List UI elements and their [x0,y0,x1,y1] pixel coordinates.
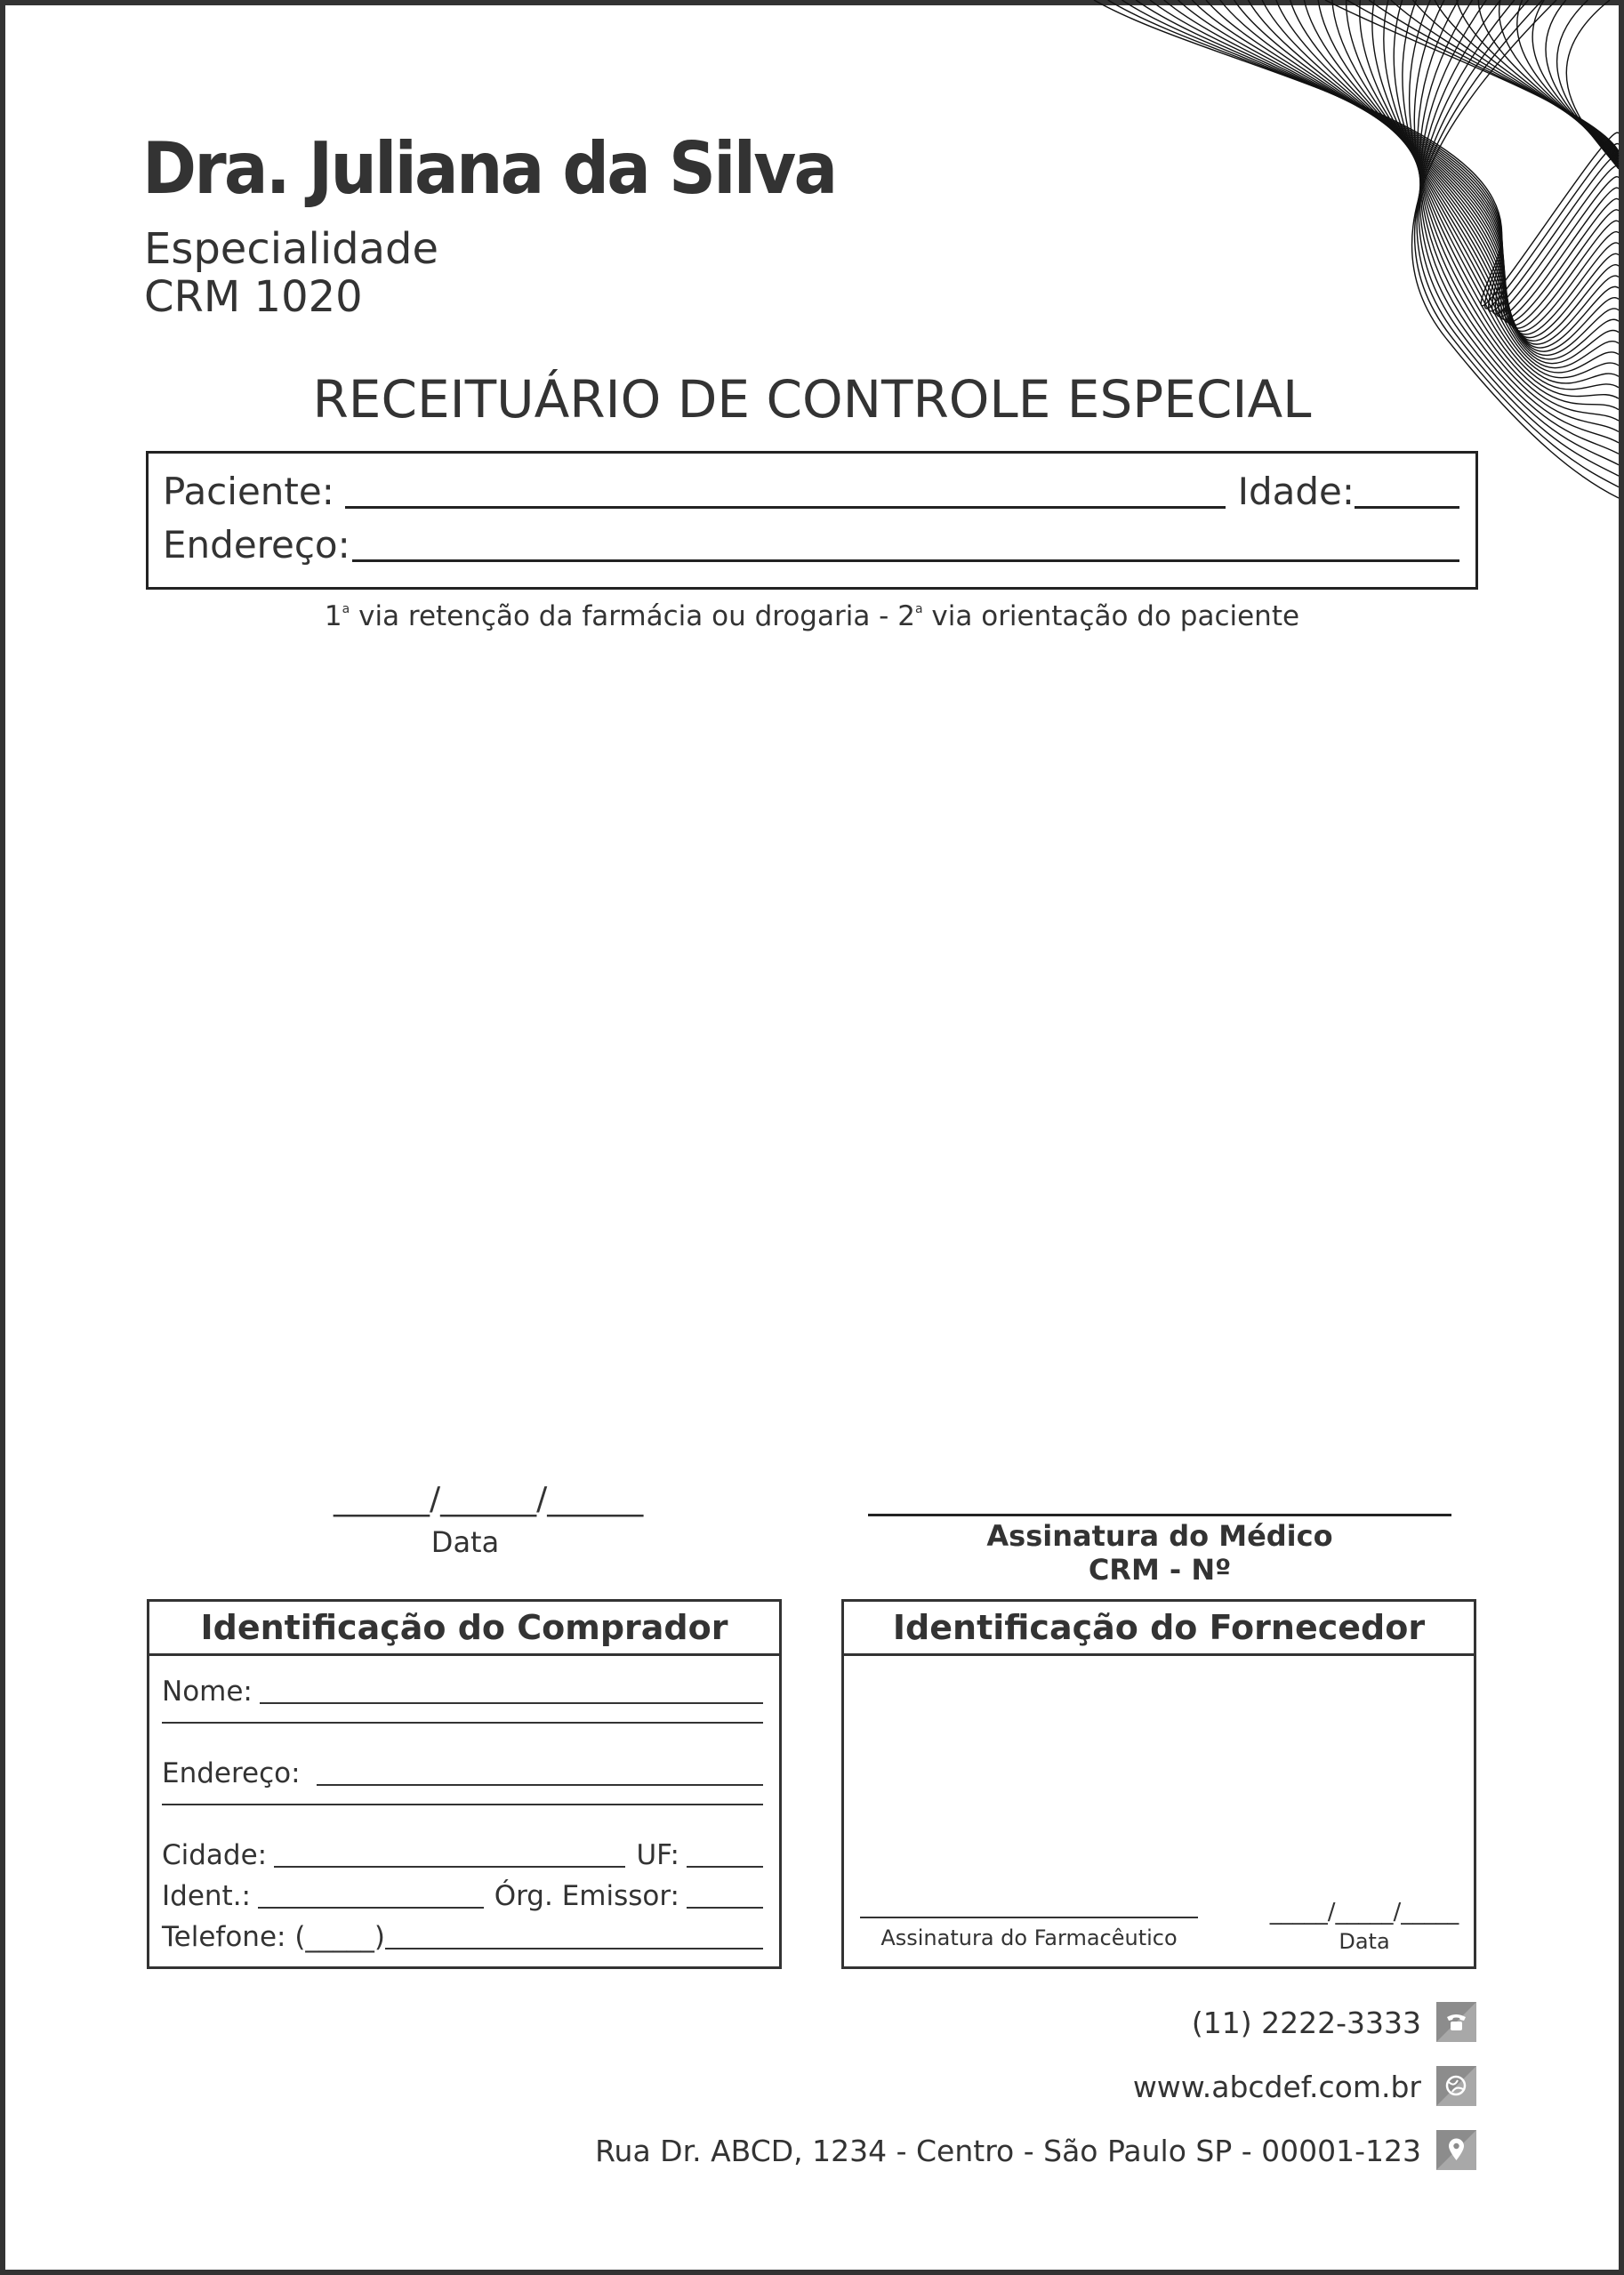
patient-name-field[interactable] [345,504,1226,509]
prescription-date-field[interactable]: ______/______/______ [334,1481,644,1517]
buyer-phone-field[interactable] [385,1947,763,1949]
doctor-specialty: Especialidade [144,224,439,274]
doctor-signature-label [868,1519,1451,1587]
globe-icon [1436,2066,1476,2106]
buyer-address-field[interactable] [317,1783,763,1786]
patient-label: Paciente: [163,470,334,513]
pharmacist-signature-label[interactable]: Assinatura do Farmacêutico [860,1917,1198,1949]
buyer-address-label: Endereço: [162,1757,301,1789]
buyer-ident-label: Ident.: [162,1880,251,1912]
age-label: Idade: [1237,470,1355,513]
patient-info-box [146,451,1478,590]
doctor-signature-line[interactable] [868,1514,1451,1516]
first-copy-text: via retenção da farmácia ou drogaria - [350,600,898,632]
buyer-city-row [162,1839,763,1871]
patient-address-field[interactable] [352,558,1459,562]
signature-label: Assinatura do Médico [986,1519,1333,1553]
buyer-ident-row [162,1880,763,1912]
buyer-issuer-field[interactable] [687,1906,763,1909]
buyer-phone-row [162,1921,763,1953]
supplier-date-label: Data [1339,1929,1390,1954]
doctor-crm: CRM 1020 [144,272,363,322]
address-label: Endereço: [163,523,350,567]
buyer-name-label: Nome: [162,1676,253,1708]
patient-row [163,470,1459,513]
second-copy-text: via orientação do paciente [922,600,1300,632]
document-title: RECEITUÁRIO DE CONTROLE ESPECIAL [312,369,1312,430]
supplier-date-field[interactable]: _____/_____/_____ [1269,1899,1459,1925]
buyer-address-row-2 [162,1803,763,1807]
doctor-name: Dra. Juliana da Silva [142,127,836,210]
contact-phone: (11) 2222-3333 [1191,2006,1421,2040]
buyer-phone-label: Telefone: (_____) [162,1921,386,1953]
patient-age-field[interactable] [1355,504,1459,509]
contact-address: Rua Dr. ABCD, 1234 - Centro - São Paulo SP - 00001-123 [595,2134,1421,2168]
buyer-uf-field[interactable] [687,1865,763,1868]
first-copy-number: 1 [324,600,342,632]
address-row [163,523,1459,567]
buyer-name-row-2 [162,1721,763,1725]
first-copy-ordinal: a [342,602,350,616]
buyer-name-field-continued[interactable] [162,1721,763,1724]
buyer-city-label: Cidade: [162,1839,268,1871]
buyer-city-field[interactable] [274,1865,625,1868]
copy-instructions [0,600,1624,632]
buyer-uf-label: UF: [636,1839,679,1871]
contact-website[interactable]: www.abcdef.com.br [1132,2070,1421,2104]
phone-icon [1436,2002,1476,2042]
buyer-identification-box [147,1599,782,1969]
buyer-issuer-label: Órg. Emissor: [494,1880,679,1912]
buyer-name-row [162,1678,763,1706]
prescription-date-label: Data [430,1525,500,1559]
location-pin-icon [1436,2130,1476,2170]
buyer-address-row [162,1757,763,1789]
buyer-box-title: Identificação do Comprador [149,1602,779,1656]
buyer-name-field[interactable] [260,1701,763,1704]
crm-number-label: CRM - Nº [1088,1553,1232,1587]
supplier-identification-box [841,1599,1476,1969]
buyer-ident-field[interactable] [258,1906,484,1909]
second-copy-number: 2 [897,600,915,632]
second-copy-ordinal: a [914,602,923,616]
supplier-box-title: Identificação do Fornecedor [844,1602,1474,1656]
buyer-address-field-continued[interactable] [162,1803,763,1805]
